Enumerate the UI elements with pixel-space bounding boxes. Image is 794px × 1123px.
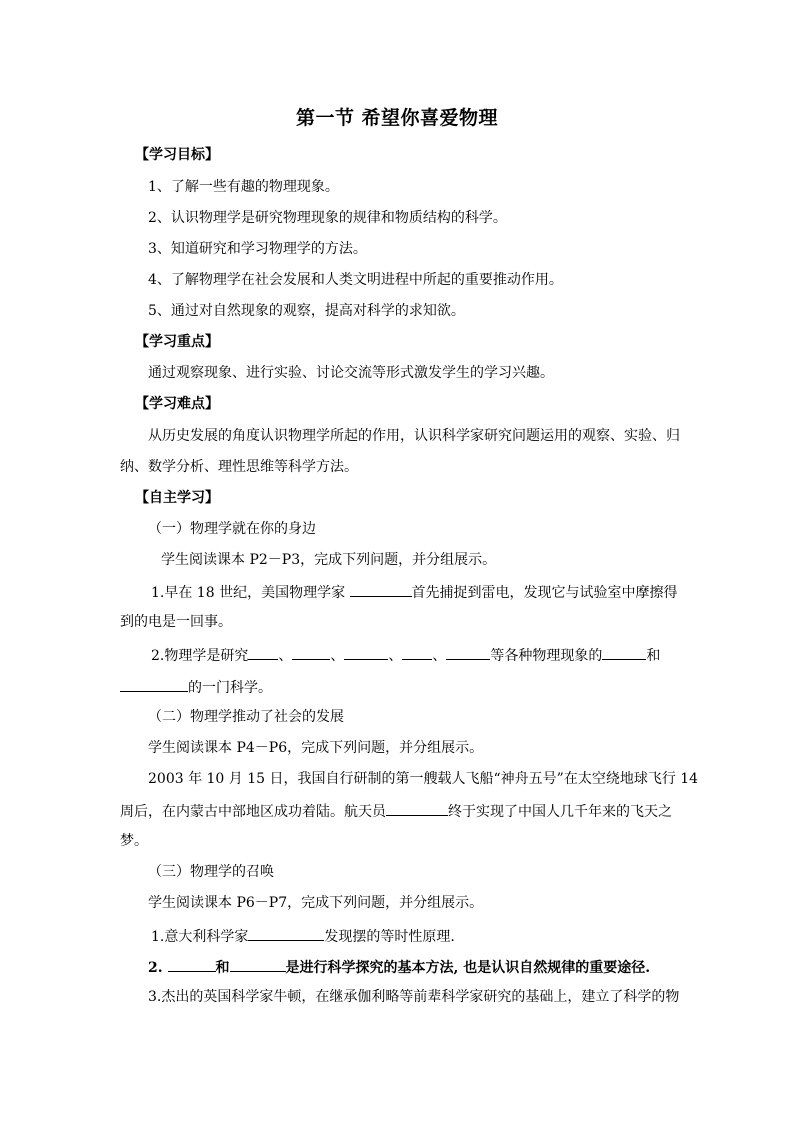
part3-q2-text-b: 和 [215, 960, 230, 976]
part1-q2-text-d: 的一门科学。 [188, 680, 272, 696]
answer-blank[interactable] [350, 581, 412, 597]
part2-paragraph-line-1: 2003 年 10 月 15 日，我国自行研制的第一艘载人飞船“神舟五号”在太空绕地球飞行 14 [148, 771, 699, 787]
key-text: 通过观察现象、进行实验、讨论交流等形式激发学生的学习兴趣。 [148, 365, 554, 381]
answer-blank[interactable] [248, 644, 278, 660]
part3-question-2 [148, 956, 650, 978]
answer-blank[interactable] [168, 956, 216, 972]
answer-blank[interactable] [446, 644, 490, 660]
part3-question-1 [151, 925, 455, 947]
goal-item-2: 2、认识物理学是研究物理现象的规律和物质结构的科学。 [148, 210, 507, 226]
self-study-heading: 【自主学习】 [135, 490, 219, 506]
part3-question-3: 3.杰出的英国科学家牛顿，在继承伽利略等前辈科学家研究的基础上，建立了科学的物 [148, 989, 680, 1005]
answer-blank[interactable] [292, 644, 330, 660]
difficulty-heading: 【学习难点】 [135, 396, 219, 412]
goal-item-5: 5、通过对自然现象的观察，提高对科学的求知欲。 [148, 303, 465, 319]
part3-q2-text-c: 是进行科学探究的基本方法, 也是认识自然规律的重要途径. [285, 960, 651, 976]
part3-heading: （三）物理学的召唤 [148, 864, 274, 880]
goals-heading: 【学习目标】 [135, 147, 219, 163]
part2-intro: 学生阅读课本 P4－P6，完成下列问题，并分组展示。 [148, 740, 484, 756]
part1-q2-text-b: 等各种物理现象的 [490, 648, 603, 664]
part1-question-1 [151, 581, 678, 603]
separator: 、 [278, 648, 293, 664]
part1-q2-text-a: 2.物理学是研究 [151, 648, 249, 664]
answer-blank[interactable] [386, 800, 448, 816]
part1-q1-text-c: 到的电是一回事。 [120, 614, 232, 630]
difficulty-text-1: 从历史发展的角度认识物理学所起的作用，认识科学家研究问题运用的观察、实验、归 [148, 428, 680, 444]
part1-heading: （一）物理学就在你的身边 [148, 521, 316, 537]
page-title: 第一节 希望你喜爱物理 [295, 107, 499, 129]
answer-blank[interactable] [602, 644, 646, 660]
answer-blank[interactable] [344, 644, 388, 660]
part3-q1-text-b: 发现摆的等时性原理. [324, 929, 455, 945]
part1-question-2 [151, 644, 660, 666]
separator: 、 [432, 648, 447, 664]
part2-paragraph-line-3: 梦。 [120, 833, 148, 849]
separator: 、 [388, 648, 403, 664]
part2-text-b1: 周后，在内蒙古中部地区成功着陆。航天员 [120, 804, 386, 820]
part1-q1-text-a: 1.早在 18 世纪，美国物理学家 [151, 585, 350, 601]
part2-heading: （二）物理学推动了社会的发展 [148, 709, 344, 725]
answer-blank[interactable] [402, 644, 432, 660]
part1-q2-text-c: 和 [646, 648, 661, 664]
part2-text-b2: 终于实现了中国人几千年来的飞天之 [448, 804, 672, 820]
part3-intro: 学生阅读课本 P6－P7，完成下列问题，并分组展示。 [148, 895, 484, 911]
goal-item-1: 1、了解一些有趣的物理现象。 [148, 179, 339, 195]
part1-intro: 学生阅读课本 P2－P3，完成下列问题，并分组展示。 [161, 552, 497, 568]
answer-blank[interactable] [230, 956, 286, 972]
part1-question-2-cont [120, 676, 272, 698]
goal-item-4: 4、了解物理学在社会发展和人类文明进程中所起的重要推动作用。 [148, 272, 563, 288]
goal-item-3: 3、知道研究和学习物理学的方法。 [148, 241, 367, 257]
answer-blank[interactable] [248, 925, 324, 941]
difficulty-text-2: 纳、数学分析、理性思维等科学方法。 [120, 459, 358, 475]
part2-paragraph-line-2 [120, 800, 672, 822]
part3-q1-text-a: 1.意大利科学家 [151, 929, 249, 945]
separator: 、 [330, 648, 345, 664]
answer-blank[interactable] [120, 676, 188, 692]
part3-q2-text-a: 2. [148, 960, 168, 976]
part1-q1-text-b: 首先捕捉到雷电，发现它与试验室中摩擦得 [411, 585, 678, 601]
key-heading: 【学习重点】 [135, 334, 219, 350]
